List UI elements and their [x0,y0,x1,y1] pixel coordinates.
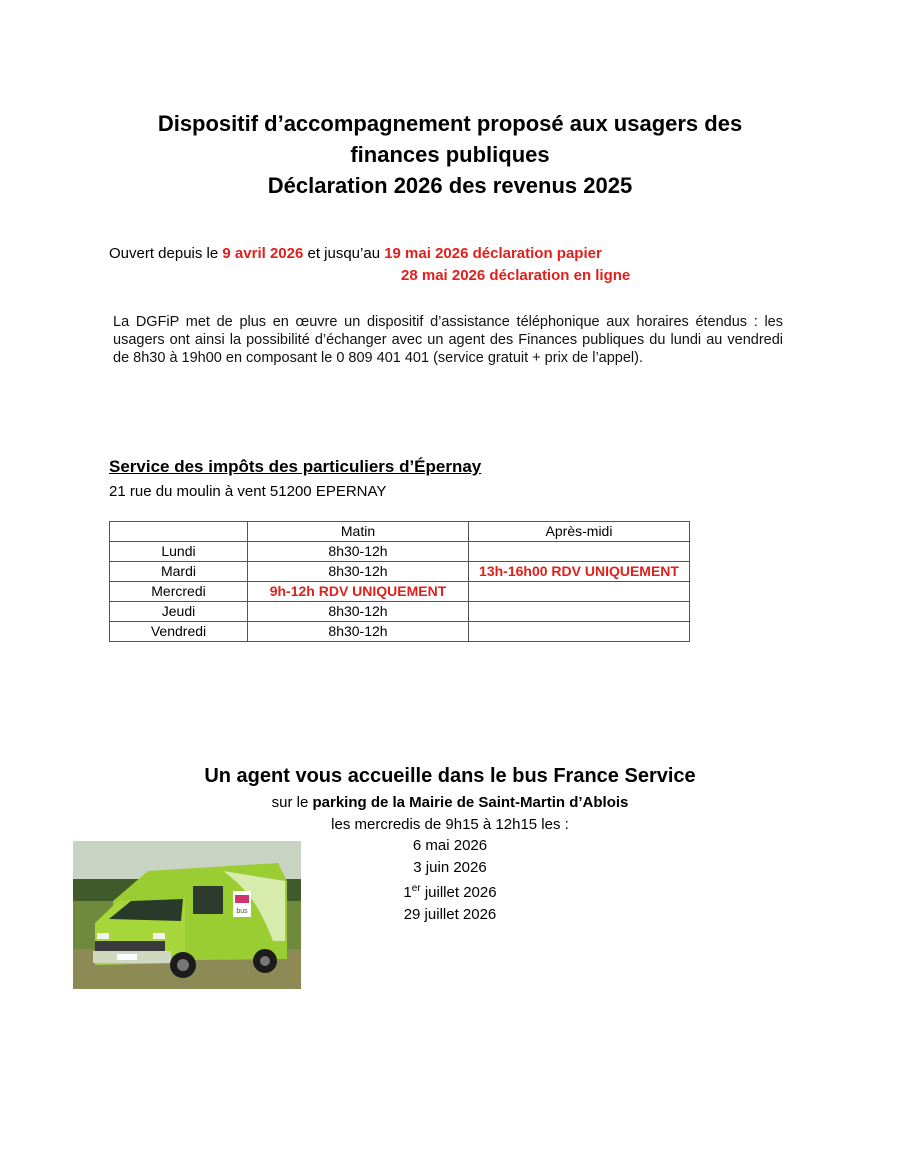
table-row [110,542,690,562]
online-deadline: 28 mai 2026 déclaration en ligne [401,267,631,284]
bus-title: Un agent vous accueille dans le bus France Service [204,765,696,787]
bus-date: 29 juillet 2026 [403,905,497,923]
side-window [193,886,223,914]
bus-location-prefix: sur le [271,794,313,811]
wheel-hub [260,956,270,966]
headlight [153,933,165,939]
bus-date-rest: juillet 2026 [420,884,497,902]
day-cell: Mardi [110,562,248,582]
opening-period [109,245,602,262]
day-cell: Vendredi [110,622,248,642]
bus-date-sup: er [411,883,421,895]
office-address: 21 rue du moulin à vent 51200 EPERNAY [109,483,387,500]
bus-intro: les mercredis de 9h15 à 12h15 les : [331,815,569,833]
grille [95,941,165,951]
header-cell-afternoon: Après-midi [469,522,690,542]
afternoon-cell [469,582,690,602]
afternoon-cell [469,622,690,642]
afternoon-cell [469,542,690,562]
table-row [110,622,690,642]
bus-logo-text: bus [236,908,248,915]
document-title [0,108,900,201]
bus-date: 6 mai 2026 [412,837,488,855]
header-cell-morning: Matin [248,522,469,542]
table-row [110,602,690,622]
bus-illustration [73,841,301,989]
afternoon-cell [469,602,690,622]
bus-photo [73,841,301,989]
opening-middle: et jusqu’au [303,245,385,262]
bus-location-place: parking de la Mairie de Saint-Martin d’Ablois [312,794,629,811]
morning-cell: 9h-12h RDV UNIQUEMENT [248,582,469,602]
morning-cell: 8h30-12h [248,562,469,582]
paper-deadline: 19 mai 2026 déclaration papier [384,245,602,262]
table-row [110,562,690,582]
title-line-3: Déclaration 2026 des revenus 2025 [267,173,633,198]
day-cell: Jeudi [110,602,248,622]
wheel-hub [177,959,189,971]
table-row [110,582,690,602]
header-cell-day [110,522,248,542]
logo-mark [235,895,249,903]
title-line-1: Dispositif d’accompagnement proposé aux usagers des [157,111,743,136]
assistance-paragraph: La DGFiP met de plus en œuvre un dispositif d’assistance téléphonique aux horaires étendus : les usagers ont ainsi la possibilité d’échanger avec un agent des Finances publiques du lundi au vendredi de 8h30 à 19h00 en composant le 0 809 401 401 (service gratuit + prix de l’appel). [113,314,783,366]
bus-location [0,792,900,814]
day-cell: Mercredi [110,582,248,602]
opening-prefix: Ouvert depuis le [109,245,223,262]
office-title: Service des impôts des particuliers d’Épernay [109,457,482,476]
day-cell: Lundi [110,542,248,562]
license-plate [117,954,137,960]
title-line-2: finances publiques [350,142,550,167]
bus-date: 3 juin 2026 [413,858,487,876]
bus-date-day: 1 [403,884,412,902]
afternoon-cell: 13h-16h00 RDV UNIQUEMENT [469,562,690,582]
morning-cell: 8h30-12h [248,602,469,622]
morning-cell: 8h30-12h [248,622,469,642]
table-header-row [110,522,690,542]
opening-start-date: 9 avril 2026 [222,245,304,262]
schedule-table [109,521,690,642]
headlight [97,933,109,939]
morning-cell: 8h30-12h [248,542,469,562]
